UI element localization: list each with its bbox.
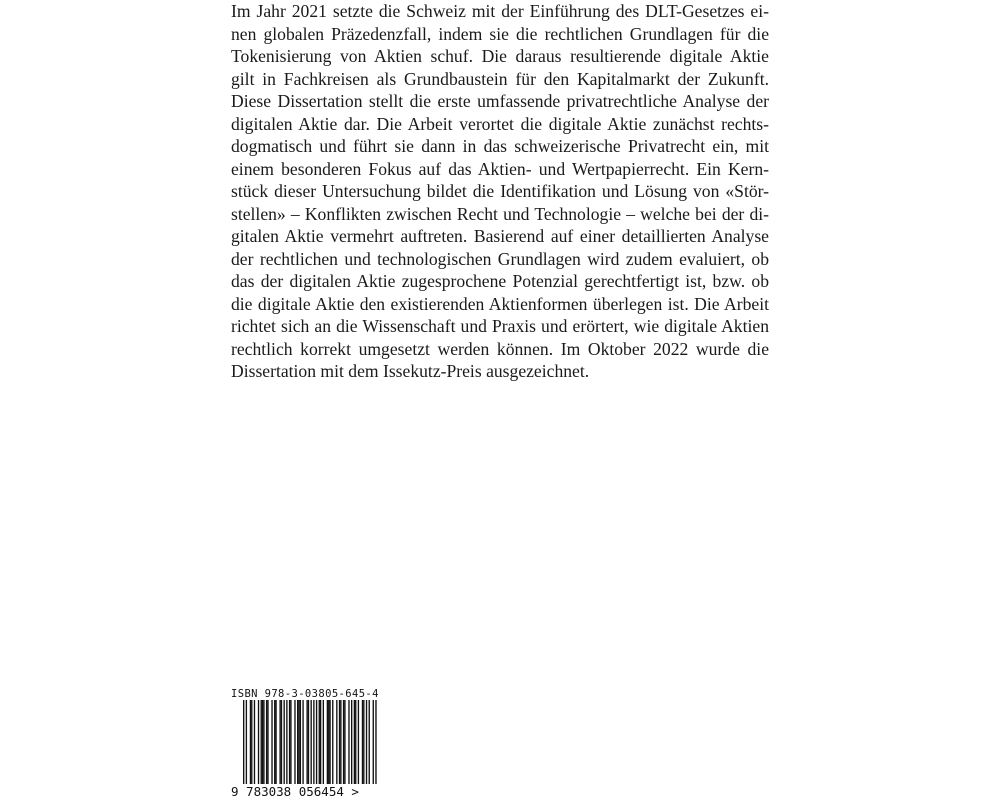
blurb-text xyxy=(231,0,769,383)
barcode-bar xyxy=(281,700,282,786)
barcode-bar xyxy=(289,700,290,786)
barcode-bar xyxy=(348,700,349,786)
barcode-bar xyxy=(339,700,340,786)
barcode-bar xyxy=(250,700,251,786)
barcode-bar xyxy=(302,700,303,786)
blurb-line: das der digitalen Aktie zugesprochene Potenzial gerechtfertigt ist, bzw. ob xyxy=(231,271,769,291)
barcode-bar xyxy=(343,700,344,786)
barcode-bar xyxy=(327,700,328,786)
barcode-bar xyxy=(306,700,307,796)
barcode-bar xyxy=(329,700,330,786)
barcode-bar xyxy=(344,700,345,786)
barcode-bar xyxy=(328,700,329,786)
barcode-bar xyxy=(323,700,324,786)
barcode-bar xyxy=(284,700,285,786)
barcode-digits: 9 783038 056454 > xyxy=(231,784,381,799)
blurb-line: stellen» – Konflikten zwischen Recht und Technologie – welche bei der di- xyxy=(231,203,769,224)
barcode-bar xyxy=(286,700,287,786)
barcode-bar xyxy=(373,700,374,796)
barcode-bar xyxy=(258,700,259,786)
barcode-bar xyxy=(290,700,291,786)
barcode-bar xyxy=(261,700,262,786)
blurb-line: stück dieser Untersuchung bildet die Identifikation und Lösung von «Stör- xyxy=(231,181,769,201)
barcode-bar xyxy=(375,700,376,796)
barcode-bar xyxy=(262,700,263,786)
barcode-bar xyxy=(254,700,255,786)
barcode-bar xyxy=(274,700,275,786)
barcode-bar xyxy=(279,700,280,786)
barcode-bar xyxy=(366,700,367,786)
blurb-line: Dissertation mit dem Issekutz-Preis ausgezeichnet. xyxy=(231,361,590,381)
blurb-line: Diese Dissertation stellt die erste umfassende privatrechtliche Analyse der xyxy=(231,91,769,111)
isbn-label: ISBN 978-3-03805-645-4 xyxy=(231,688,379,700)
barcode-bar xyxy=(275,700,276,786)
blurb-line: Im Jahr 2021 setzte die Schweiz mit der Einführung des DLT-Gesetzes ei- xyxy=(231,1,769,21)
barcode-bar xyxy=(263,700,264,786)
blurb-line: die digitale Aktie den existierenden Aktienformen überlegen ist. Die Arbeit xyxy=(231,293,769,314)
blurb-line: dogmatisch und führt sie dann in das schweizerische Privatrecht ein, mit xyxy=(231,136,769,156)
barcode-bar xyxy=(297,700,298,786)
barcode-bar xyxy=(266,700,267,786)
barcode-bar xyxy=(336,700,337,786)
blurb-line: der rechtlichen und technologischen Grundlagen wird zudem evaluiert, ob xyxy=(231,248,769,269)
blurb-line: einem besonderen Fokus auf das Aktien- und Wertpapierrecht. Ein Kern- xyxy=(231,158,769,179)
barcode-bar xyxy=(340,700,341,786)
barcode-bar xyxy=(332,700,333,786)
barcode-bar xyxy=(358,700,359,786)
barcode-bar xyxy=(362,700,363,786)
barcode-bar xyxy=(243,700,244,796)
blurb-line: nen globalen Präzedenzfall, indem sie die rechtlichen Grundlagen für die xyxy=(231,23,769,44)
barcode-bar xyxy=(271,700,272,786)
barcode-bar xyxy=(300,700,301,786)
blurb-line: Tokenisierung von Aktien schuf. Die daraus resultierende digitale Aktie xyxy=(231,46,769,66)
barcode-bar xyxy=(319,700,320,786)
barcode-bar xyxy=(308,700,309,796)
barcode-bar xyxy=(251,700,252,786)
barcode-bar xyxy=(246,700,247,796)
blurb-line: richtet sich an die Wissenschaft und Praxis und erörtert, wie digitale Aktien xyxy=(231,316,769,336)
barcode-bar xyxy=(351,700,352,786)
barcode-bar xyxy=(316,700,317,786)
isbn-barcode xyxy=(231,700,381,796)
barcode-bar xyxy=(298,700,299,786)
blurb-line: gitalen Aktie vermehrt auftreten. Basierend auf einer detaillierten Analyse xyxy=(231,226,769,246)
blurb-line: gilt in Fachkreisen als Grundbaustein für den Kapitalmarkt der Zukunft. xyxy=(231,68,769,89)
blurb-line: rechtlich korrekt umgesetzt werden können. Im Oktober 2022 wurde die xyxy=(231,338,769,359)
barcode-bar xyxy=(311,700,312,796)
barcode-bar xyxy=(354,700,355,786)
barcode-bar xyxy=(355,700,356,786)
barcode-bar xyxy=(320,700,321,786)
barcode-bar xyxy=(267,700,268,786)
blurb-line: digitalen Aktie dar. Die Arbeit verortet die digitale Aktie zunächst rechts- xyxy=(231,113,769,134)
barcode-bar xyxy=(294,700,295,786)
barcode-bar xyxy=(363,700,364,786)
barcode-bar xyxy=(313,700,314,786)
barcode-bar xyxy=(369,700,370,786)
